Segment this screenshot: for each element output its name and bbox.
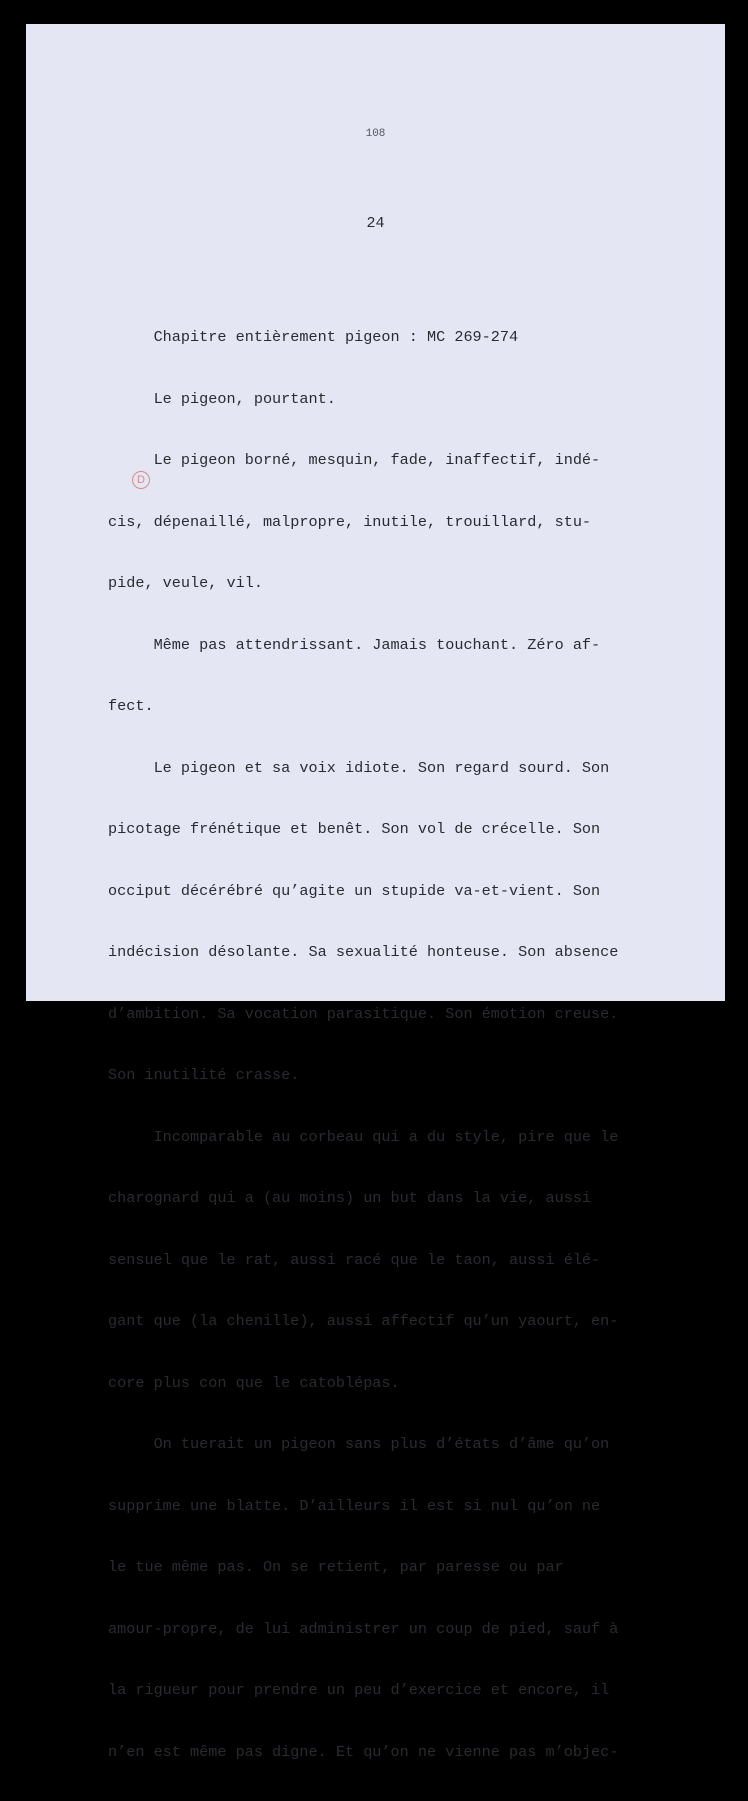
text-line: Chapitre entièrement pigeon : MC 269-274 [108,328,519,346]
text-line: indécision désolante. Sa sexualité honteuse. Son absence [108,943,619,961]
text-line: le tue même pas. On se retient, par paresse ou par [108,1558,564,1576]
circled-stamp-mark: D [132,471,150,489]
text-line: supprime une blatte. D’ailleurs il est si nul qu’on ne [108,1496,601,1515]
text-line: gant que (la chenille), aussi affectif qu’un yaourt, en- [108,1312,619,1330]
manuscript-page [26,24,725,1761]
text-line: Même pas attendrissant. Jamais touchant. Zéro af- [108,635,601,654]
text-line: Le pigeon, pourtant. [108,389,336,408]
text-line: fect. [108,697,154,715]
text-line: sensuel que le rat, aussi racé que le taon, aussi élé- [108,1250,601,1269]
text-line: amour-propre, de lui administrer un coup de pied, sauf à [108,1619,619,1638]
text-line: picotage frénétique et benêt. Son vol de crécelle. Son [108,820,601,838]
text-line: pide, veule, vil. [108,574,263,592]
text-line: n’en est même pas digne. Et qu’on ne vienne pas m’objec- [108,1742,619,1761]
text-line: cis, dépenaillé, malpropre, inutile, trouillard, stu- [108,512,592,531]
text-line: charognard qui a (au moins) un but dans la vie, aussi [108,1189,592,1207]
text-line: core plus con que le catoblépas. [108,1373,400,1392]
text-line: On tuerait un pigeon sans plus d’états d’âme qu’on [108,1435,610,1453]
page-number: 108 [365,128,386,140]
text-line: Incomparable au corbeau qui a du style, pire que le [108,1127,619,1146]
text-line: d’ambition. Sa vocation parasitique. Son émotion creuse. [108,1004,619,1023]
text-line: Le pigeon borné, mesquin, fade, inaffectif, indé- [108,451,601,469]
chapter-number: 24 [366,215,385,232]
text-line: la rigueur pour prendre un peu d’exercice et encore, il [108,1681,610,1699]
body-text [108,289,618,1801]
text-line: occiput décérébré qu’agite un stupide va-et-vient. Son [108,881,601,900]
text-line: Le pigeon et sa voix idiote. Son regard sourd. Son [108,758,610,777]
text-line: Son inutilité crasse. [108,1066,300,1084]
